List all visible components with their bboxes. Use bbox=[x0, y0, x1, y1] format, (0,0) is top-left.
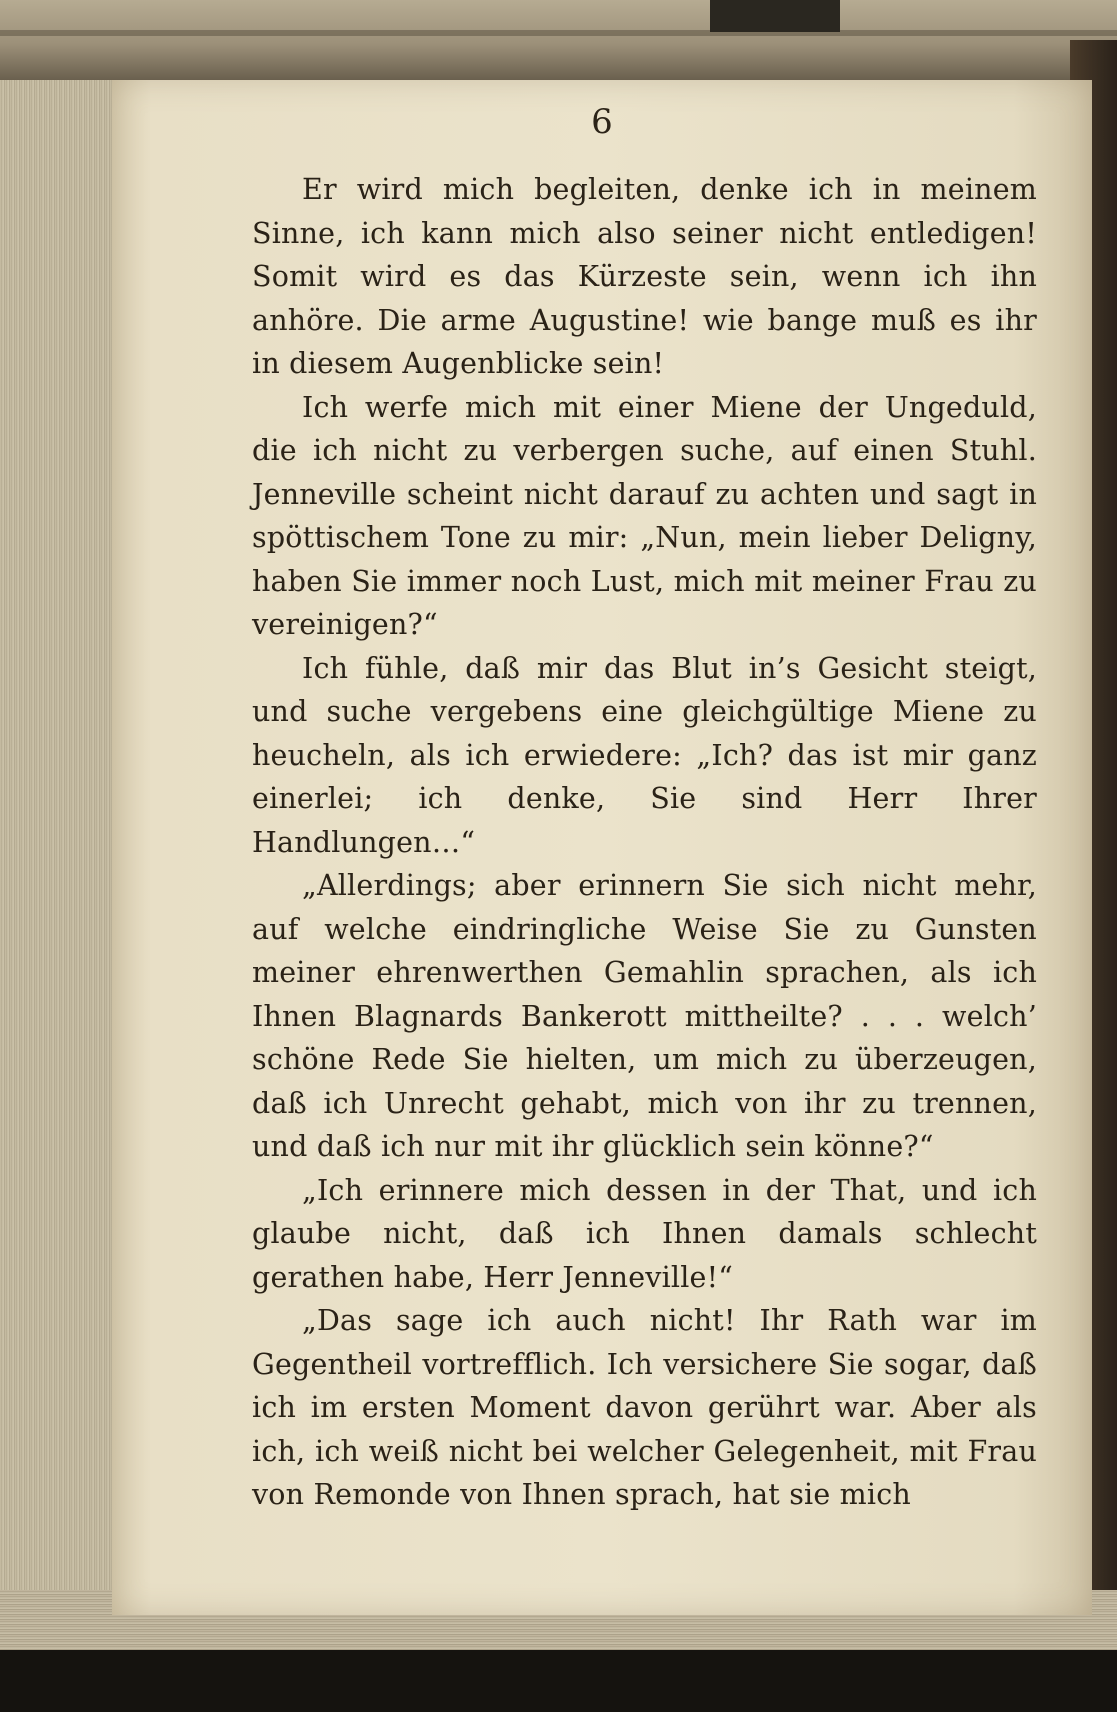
book-top-strip bbox=[710, 0, 840, 32]
page-text bbox=[252, 168, 1037, 1517]
paragraph-5: „Ich erinnere mich dessen in der That, und ich glaube nicht, daß ich Ihnen damals schlecht gerathen habe, Herr Jenneville!“ bbox=[252, 1173, 1037, 1294]
page-stack-left bbox=[0, 80, 112, 1650]
paragraph-2: Ich werfe mich mit einer Miene der Ungeduld, die ich nicht zu verbergen suche, auf einen Stuhl. Jenneville scheint nicht darauf zu achten und sagt in spöttischem Tone zu mir: „Nun, mein lieber Deligny, haben Sie immer noch Lust, mich mit meiner Frau zu vereinigen?“ bbox=[252, 390, 1037, 641]
book-page bbox=[112, 80, 1092, 1615]
bottom-shadow bbox=[0, 1650, 1117, 1712]
paragraph-3: Ich fühle, daß mir das Blut in’s Gesicht steigt, und suche vergebens eine gleichgültige Miene zu heucheln, als ich erwiedere: „Ich? das ist mir ganz einerlei; ich denke, Sie sind Herr Ihrer Handlungen…“ bbox=[252, 651, 1037, 859]
paragraph-6: „Das sage ich auch nicht! Ihr Rath war im Gegentheil vortrefflich. Ich versichere Sie sogar, daß ich im ersten Moment davon gerührt war. Aber als ich, ich weiß nicht bei welcher Gelegenheit, mit Frau von Remonde von Ihnen sprach, hat sie mich bbox=[252, 1304, 1037, 1511]
paragraph-1: Er wird mich begleiten, denke ich in meinem Sinne, ich kann mich also seiner nicht entledigen! Somit wird es das Kürzeste sein, wenn ich ihn anhöre. Die arme Augustine! wie bange muß es ihr in diesem Augenblicke sein! bbox=[252, 173, 1037, 380]
page-number: 6 bbox=[591, 102, 613, 142]
paragraph-4: „Allerdings; aber erinnern Sie sich nicht mehr, auf welche eindringliche Weise Sie zu Gunsten meiner ehrenwerthen Gemahlin sprachen, als ich Ihnen Blagnards Bankerott mittheilte? . . . welch’ schöne Rede Sie hielten, um mich zu überzeugen, daß ich Unrecht gehabt, mich von ihr zu trennen, und daß ich nur mit ihr glücklich sein könne?“ bbox=[252, 869, 1037, 1163]
book-top-edge bbox=[0, 0, 1117, 80]
